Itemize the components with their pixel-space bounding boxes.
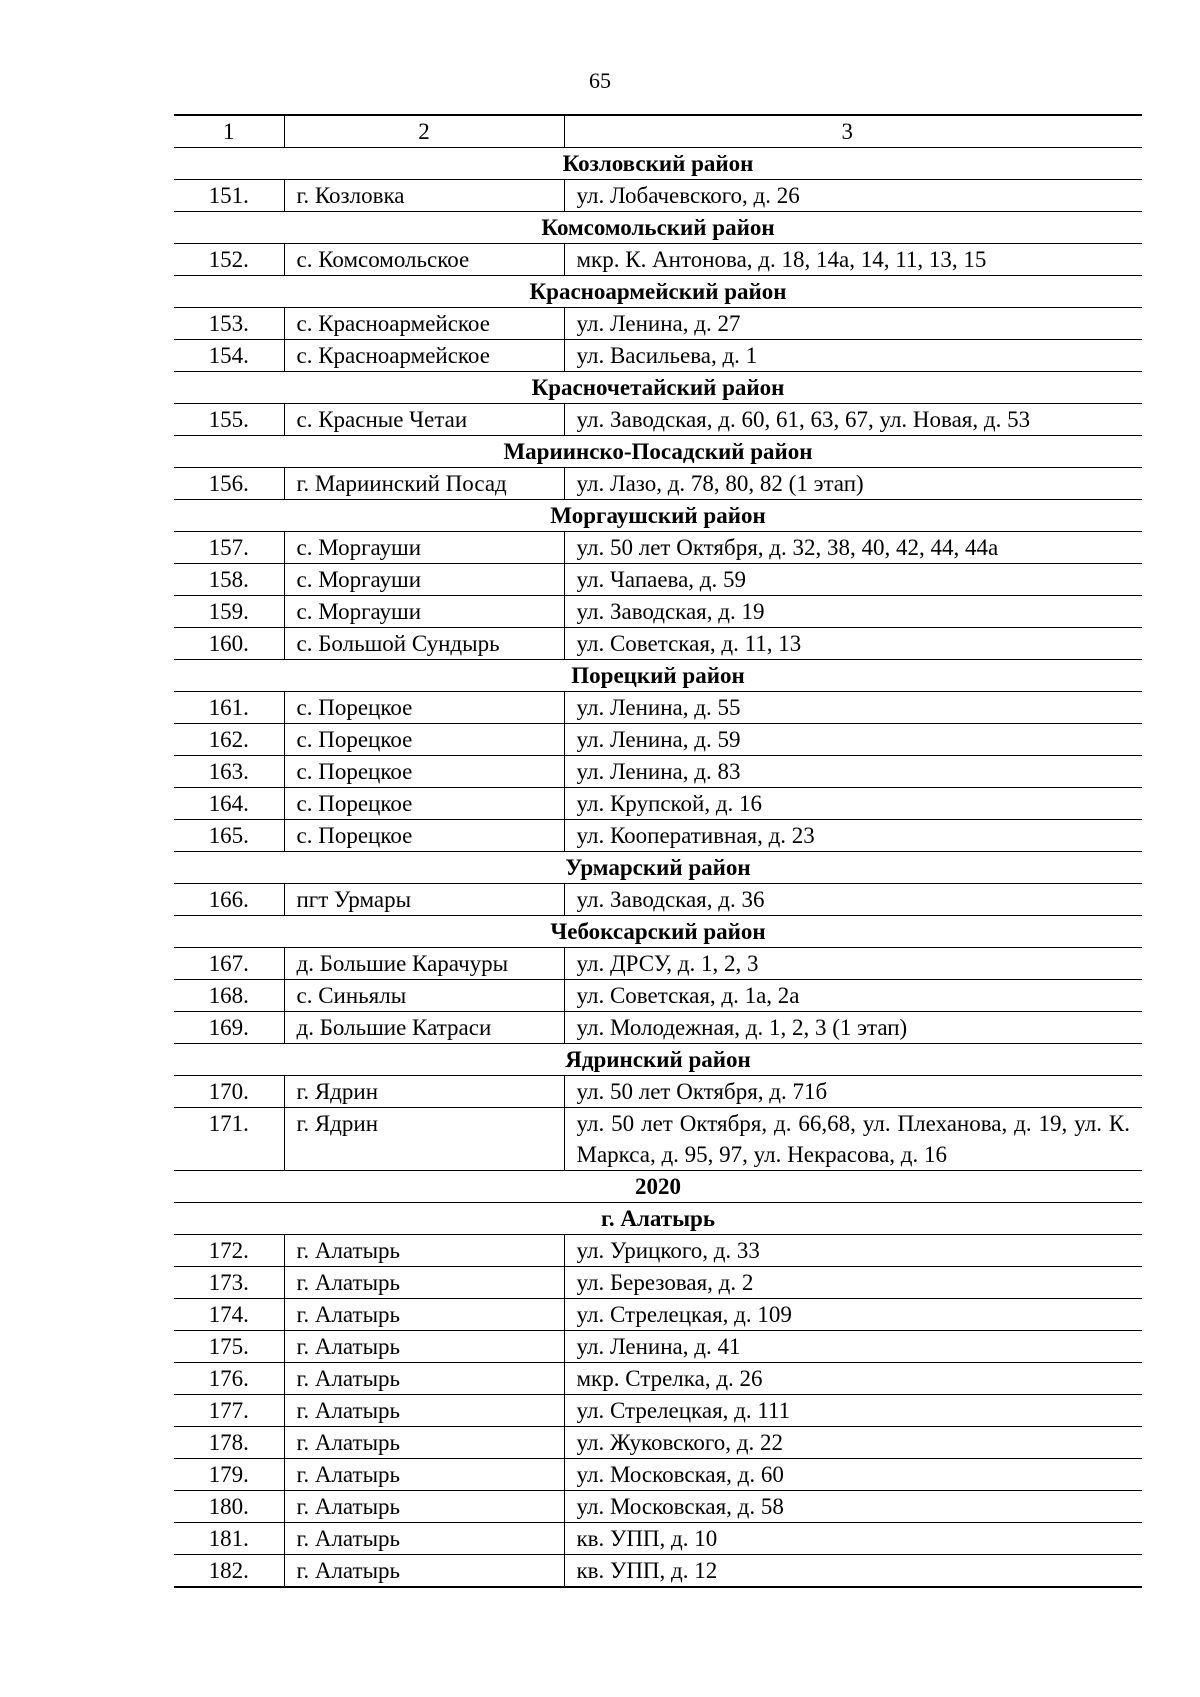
address-cell: ул. Ленина, д. 41 <box>564 1331 1142 1363</box>
row-number: 159. <box>174 596 284 628</box>
address-cell: ул. Московская, д. 58 <box>564 1491 1142 1523</box>
section-title: Порецкий район <box>174 660 1142 692</box>
address-cell: ул. 50 лет Октября, д. 32, 38, 40, 42, 44, 44а <box>564 532 1142 564</box>
address-cell: ул. Заводская, д. 60, 61, 63, 67, ул. Новая, д. 53 <box>564 404 1142 436</box>
table-row <box>174 1331 1142 1363</box>
table-row <box>174 1012 1142 1044</box>
address-cell: ул. Чапаева, д. 59 <box>564 564 1142 596</box>
settlement-cell: с. Комсомольское <box>284 244 564 276</box>
row-number: 172. <box>174 1235 284 1267</box>
address-cell: ул. Ленина, д. 59 <box>564 724 1142 756</box>
row-number: 176. <box>174 1363 284 1395</box>
address-cell: ул. Стрелецкая, д. 111 <box>564 1395 1142 1427</box>
table-row <box>174 1108 1142 1171</box>
row-number: 167. <box>174 948 284 980</box>
column-header-address: 3 <box>564 115 1142 148</box>
section-title: Урмарский район <box>174 852 1142 884</box>
section-title: Чебоксарский район <box>174 916 1142 948</box>
address-cell: ул. Молодежная, д. 1, 2, 3 (1 этап) <box>564 1012 1142 1044</box>
settlement-cell: г. Алатырь <box>284 1491 564 1523</box>
address-cell: ул. Заводская, д. 36 <box>564 884 1142 916</box>
row-number: 178. <box>174 1427 284 1459</box>
settlement-cell: г. Алатырь <box>284 1395 564 1427</box>
row-number: 163. <box>174 756 284 788</box>
settlement-cell: г. Алатырь <box>284 1267 564 1299</box>
settlement-cell: г. Алатырь <box>284 1523 564 1555</box>
table-row <box>174 596 1142 628</box>
address-cell: ул. Советская, д. 11, 13 <box>564 628 1142 660</box>
section-row <box>174 212 1142 244</box>
settlement-cell: с. Красноармейское <box>284 308 564 340</box>
table-row <box>174 1459 1142 1491</box>
section-row <box>174 500 1142 532</box>
row-number: 173. <box>174 1267 284 1299</box>
settlement-cell: с. Порецкое <box>284 756 564 788</box>
settlement-cell: г. Ядрин <box>284 1076 564 1108</box>
settlement-cell: д. Большие Катраси <box>284 1012 564 1044</box>
row-number: 165. <box>174 820 284 852</box>
table-row <box>174 1363 1142 1395</box>
table-row <box>174 756 1142 788</box>
table-body <box>174 115 1142 1587</box>
address-cell: ул. Березовая, д. 2 <box>564 1267 1142 1299</box>
settlement-cell: с. Красные Четаи <box>284 404 564 436</box>
address-cell: ул. Ленина, д. 83 <box>564 756 1142 788</box>
settlement-cell: с. Синьялы <box>284 980 564 1012</box>
column-header-number: 1 <box>174 115 284 148</box>
address-cell: ул. Крупской, д. 16 <box>564 788 1142 820</box>
address-cell: кв. УПП, д. 12 <box>564 1555 1142 1588</box>
section-title: Красночетайский район <box>174 372 1142 404</box>
section-row <box>174 1203 1142 1235</box>
settlement-cell: г. Алатырь <box>284 1459 564 1491</box>
address-cell: мкр. К. Антонова, д. 18, 14а, 14, 11, 13, 15 <box>564 244 1142 276</box>
table-row <box>174 884 1142 916</box>
row-number: 162. <box>174 724 284 756</box>
table-row <box>174 340 1142 372</box>
settlement-cell: с. Моргауши <box>284 596 564 628</box>
table-row <box>174 948 1142 980</box>
row-number: 181. <box>174 1523 284 1555</box>
settlement-cell: г. Алатырь <box>284 1331 564 1363</box>
table-row <box>174 980 1142 1012</box>
row-number: 152. <box>174 244 284 276</box>
address-cell: ул. 50 лет Октября, д. 66,68, ул. Плеханова, д. 19, ул. К. Маркса, д. 95, 97, ул. Некрасова, д. 16 <box>564 1108 1142 1171</box>
address-cell: ул. 50 лет Октября, д. 71б <box>564 1076 1142 1108</box>
column-header-row <box>174 115 1142 148</box>
settlement-cell: пгт Урмары <box>284 884 564 916</box>
table-row <box>174 244 1142 276</box>
table-row <box>174 1427 1142 1459</box>
row-number: 182. <box>174 1555 284 1588</box>
section-row <box>174 660 1142 692</box>
row-number: 179. <box>174 1459 284 1491</box>
section-title: Ядринский район <box>174 1044 1142 1076</box>
table-row <box>174 788 1142 820</box>
page-number: 65 <box>589 68 611 93</box>
settlement-cell: д. Большие Карачуры <box>284 948 564 980</box>
section-row <box>174 1044 1142 1076</box>
settlement-cell: с. Порецкое <box>284 788 564 820</box>
section-title: г. Алатырь <box>174 1203 1142 1235</box>
section-title: Мариинско-Посадский район <box>174 436 1142 468</box>
settlement-cell: г. Козловка <box>284 180 564 212</box>
section-title: Моргаушский район <box>174 500 1142 532</box>
table-row <box>174 1267 1142 1299</box>
table-row <box>174 1235 1142 1267</box>
row-number: 161. <box>174 692 284 724</box>
address-cell: ул. Ленина, д. 55 <box>564 692 1142 724</box>
settlement-cell: с. Моргауши <box>284 532 564 564</box>
table-row <box>174 180 1142 212</box>
address-cell: ул. Ленина, д. 27 <box>564 308 1142 340</box>
settlement-cell: с. Большой Сундырь <box>284 628 564 660</box>
address-cell: ул. Лобачевского, д. 26 <box>564 180 1142 212</box>
settlement-cell: г. Алатырь <box>284 1427 564 1459</box>
section-title: Козловский район <box>174 148 1142 180</box>
row-number: 154. <box>174 340 284 372</box>
address-cell: ул. Стрелецкая, д. 109 <box>564 1299 1142 1331</box>
row-number: 169. <box>174 1012 284 1044</box>
section-row <box>174 148 1142 180</box>
settlement-cell: г. Ядрин <box>284 1108 564 1171</box>
section-title: Комсомольский район <box>174 212 1142 244</box>
table-row <box>174 1076 1142 1108</box>
settlement-cell: с. Порецкое <box>284 820 564 852</box>
section-row <box>174 436 1142 468</box>
table-row <box>174 692 1142 724</box>
row-number: 157. <box>174 532 284 564</box>
settlement-cell: г. Мариинский Посад <box>284 468 564 500</box>
address-cell: ул. Кооперативная, д. 23 <box>564 820 1142 852</box>
address-cell: ул. Лазо, д. 78, 80, 82 (1 этап) <box>564 468 1142 500</box>
address-cell: ул. Жуковского, д. 22 <box>564 1427 1142 1459</box>
section-row <box>174 916 1142 948</box>
housing-list-table <box>174 114 1142 1588</box>
settlement-cell: г. Алатырь <box>284 1555 564 1588</box>
table-row <box>174 820 1142 852</box>
address-cell: ул. Заводская, д. 19 <box>564 596 1142 628</box>
address-cell: мкр. Стрелка, д. 26 <box>564 1363 1142 1395</box>
row-number: 174. <box>174 1299 284 1331</box>
settlement-cell: с. Порецкое <box>284 724 564 756</box>
table-row <box>174 532 1142 564</box>
address-cell: ул. Васильева, д. 1 <box>564 340 1142 372</box>
column-header-settlement: 2 <box>284 115 564 148</box>
table-row <box>174 468 1142 500</box>
address-cell: ул. Советская, д. 1а, 2а <box>564 980 1142 1012</box>
row-number: 164. <box>174 788 284 820</box>
row-number: 160. <box>174 628 284 660</box>
settlement-cell: с. Красноармейское <box>284 340 564 372</box>
table-row <box>174 1299 1142 1331</box>
section-row <box>174 372 1142 404</box>
table-row <box>174 308 1142 340</box>
table-row <box>174 1555 1142 1588</box>
row-number: 153. <box>174 308 284 340</box>
section-row <box>174 276 1142 308</box>
row-number: 180. <box>174 1491 284 1523</box>
row-number: 156. <box>174 468 284 500</box>
table-row <box>174 628 1142 660</box>
settlement-cell: г. Алатырь <box>284 1299 564 1331</box>
address-cell: ул. ДРСУ, д. 1, 2, 3 <box>564 948 1142 980</box>
address-cell: кв. УПП, д. 10 <box>564 1523 1142 1555</box>
section-row <box>174 852 1142 884</box>
row-number: 171. <box>174 1108 284 1171</box>
section-row <box>174 1171 1142 1203</box>
row-number: 175. <box>174 1331 284 1363</box>
settlement-cell: г. Алатырь <box>284 1363 564 1395</box>
table-row <box>174 404 1142 436</box>
address-cell: ул. Урицкого, д. 33 <box>564 1235 1142 1267</box>
row-number: 155. <box>174 404 284 436</box>
section-title: Красноармейский район <box>174 276 1142 308</box>
row-number: 151. <box>174 180 284 212</box>
row-number: 168. <box>174 980 284 1012</box>
settlement-cell: г. Алатырь <box>284 1235 564 1267</box>
row-number: 158. <box>174 564 284 596</box>
table-row <box>174 1491 1142 1523</box>
row-number: 170. <box>174 1076 284 1108</box>
table-row <box>174 564 1142 596</box>
address-cell: ул. Московская, д. 60 <box>564 1459 1142 1491</box>
row-number: 166. <box>174 884 284 916</box>
table-row <box>174 1395 1142 1427</box>
settlement-cell: с. Моргауши <box>284 564 564 596</box>
table-row <box>174 1523 1142 1555</box>
settlement-cell: с. Порецкое <box>284 692 564 724</box>
section-title: 2020 <box>174 1171 1142 1203</box>
table-row <box>174 724 1142 756</box>
row-number: 177. <box>174 1395 284 1427</box>
